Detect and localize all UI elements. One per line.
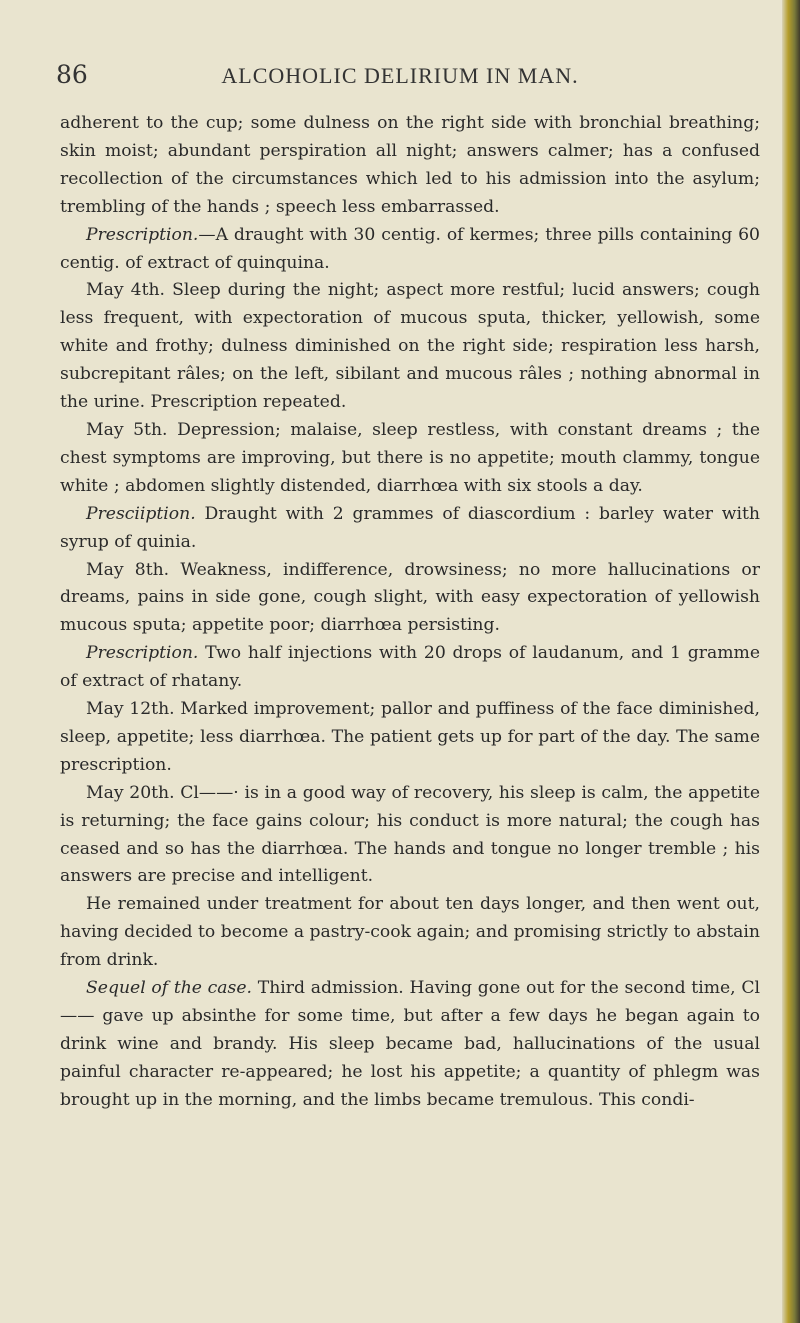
paragraph-9 bbox=[60, 780, 760, 892]
paragraph-lead: Prescription. bbox=[86, 643, 199, 664]
paragraph-text: Third admission. Having gone out for the second time, Cl—— gave up absinthe for some time, but after a few days he began again to drink wine and brandy. His sleep became bad, hallucinations of the usual painful character re-appeared; he lost his appetite; a quantity of phlegm was brought up in the morning, and the limbs became tremulous. This condi- bbox=[60, 978, 760, 1110]
paragraph-text: He remained under treatment for about ten days longer, and then went out, having decided to become a pastry-cook again; and promising strictly to abstain from drink. bbox=[60, 894, 760, 971]
paragraph-text: Draught with 2 grammes of diascordium : barley water with syrup of quinia. bbox=[60, 503, 760, 552]
paragraph-10 bbox=[60, 891, 760, 975]
paragraph-lead: Presciiption. bbox=[86, 503, 196, 524]
paragraph-4 bbox=[60, 417, 760, 501]
page-number: 86 bbox=[56, 60, 88, 89]
paragraph-text: May 8th. Weakness, indifference, drowsiness; no more hallucinations or dreams, pains in side gone, cough slight, with easy expectoration of yellowish mucous sputa; appetite poor; diarrhœa persisting. bbox=[60, 559, 760, 636]
paragraph-text: Two half injections with 20 drops of laudanum, and 1 gramme of extract of rhatany. bbox=[60, 643, 760, 692]
page-edge-shadow bbox=[782, 0, 800, 1323]
paragraph-1 bbox=[60, 110, 760, 222]
paragraph-text: May 4th. Sleep during the night; aspect more restful; lucid answers; cough less frequent, with expectoration of mucous sputa, thicker, yellowish, some white and frothy; dulness diminished on the right side; respiration less harsh, subcrepitant râles; on the left, sibilant and mucous râles ; nothing abnormal in the urine. Prescription repeated. bbox=[60, 280, 760, 413]
paragraph-8 bbox=[60, 696, 760, 780]
paragraph-5 bbox=[60, 501, 760, 557]
body-text bbox=[60, 110, 760, 1115]
paragraph-6 bbox=[60, 557, 760, 641]
paragraph-text: May 12th. Marked improvement; pallor and puffiness of the face diminished, sleep, appetite; less diarrhœa. The patient gets up for part of the day. The same prescription. bbox=[60, 699, 760, 775]
paragraph-11 bbox=[60, 975, 760, 1115]
paragraph-text: —A draught with 30 centig. of kermes; three pills containing 60 centig. of extract of quinquina. bbox=[60, 224, 760, 273]
paragraph-7 bbox=[60, 640, 760, 696]
paragraph-text: May 20th. Cl——· is in a good way of recovery, his sleep is calm, the appetite is returning; the face gains colour; his conduct is more natural; the cough has ceased and so has the diarrhœa. The hands and tongue no longer tremble ; his answers are precise and intelligent. bbox=[60, 782, 760, 887]
paragraph-text: May 5th. Depression; malaise, sleep restless, with constant dreams ; the chest symptoms are improving, but there is no appetite; mouth clammy, tongue white ; abdomen slightly distended, diarrhœa with six stools a day. bbox=[60, 419, 760, 496]
paragraph-text: adherent to the cup; some dulness on the right side with bronchial breathing; skin moist; abundant perspiration all night; answers calmer; has a confused recollection of the circumstances which led to his admission into the asylum; trembling of the hands ; speech less embarrassed. bbox=[60, 113, 760, 217]
paragraph-3 bbox=[60, 277, 760, 417]
paragraph-lead: Sequel of the case. bbox=[86, 978, 253, 999]
running-head: ALCOHOLIC DELIRIUM IN MAN. bbox=[221, 63, 579, 88]
paragraph-2 bbox=[60, 222, 760, 278]
paragraph-lead: Prescription. bbox=[86, 224, 199, 245]
